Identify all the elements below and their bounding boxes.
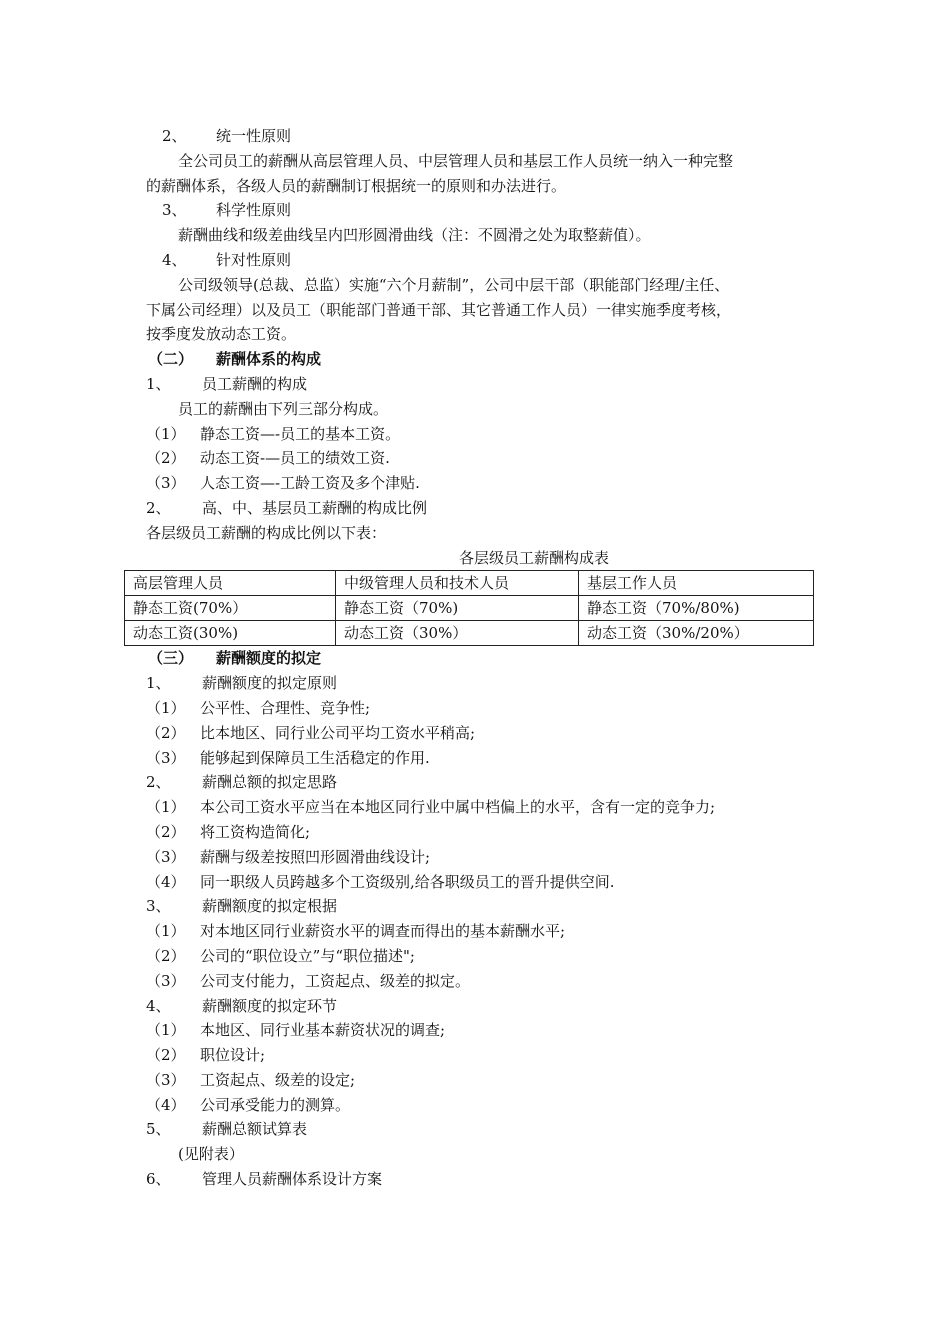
paragraph-continuation: 的薪酬体系，各级人员的薪酬制订根据统一的原则和办法进行。	[146, 176, 567, 195]
item-number: （3）	[146, 748, 186, 767]
item-text: 公司的“职位设立”与“职位描述";	[200, 946, 415, 965]
list-item	[146, 248, 826, 273]
item-text: 高、中、基层员工薪酬的构成比例	[202, 498, 428, 517]
list-item	[146, 1117, 826, 1142]
document-body	[133, 124, 826, 1192]
list-item	[146, 496, 826, 521]
list-item	[146, 1093, 826, 1118]
list-item	[146, 372, 826, 397]
item-number: （2）	[146, 723, 186, 742]
item-text: 静态工资—-员工的基本工资。	[200, 424, 401, 443]
table-cell: 动态工资（30%/20%）	[579, 621, 814, 646]
item-number: 4、	[146, 996, 171, 1015]
item-number: 2、	[162, 127, 187, 145]
item-number: （1）	[146, 922, 186, 941]
list-item	[146, 446, 826, 471]
item-number: （2）	[146, 1046, 186, 1065]
table-row	[125, 596, 814, 621]
table-cell: 动态工资(30%)	[125, 621, 336, 646]
table-cell: 动态工资（30%）	[336, 621, 579, 646]
item-number: （3）	[146, 1070, 186, 1089]
paragraph: 全公司员工的薪酬从高层管理人员、中层管理人员和基层工作人员统一纳入一种完整	[178, 151, 734, 170]
item-number: （4）	[146, 1095, 186, 1114]
item-text: 统一性原则	[216, 127, 292, 145]
item-text: 公司承受能力的测算。	[200, 1095, 351, 1114]
list-item	[146, 994, 826, 1019]
list-item	[146, 696, 826, 721]
list-item	[146, 944, 826, 969]
item-text: 薪酬额度的拟定原则	[202, 674, 338, 693]
item-number: （二）	[148, 350, 194, 369]
item-text: 薪酬额度的拟定根据	[202, 897, 338, 916]
section-heading	[146, 347, 826, 372]
list-item	[146, 422, 826, 447]
item-number: 3、	[146, 897, 171, 916]
table-cell: 中级管理人员和技术人员	[336, 571, 579, 596]
item-text: 同一职级人员跨越多个工资级别,给各职级员工的晋升提供空间.	[200, 872, 615, 891]
item-text: 比本地区、同行业公司平均工资水平稍高;	[200, 723, 476, 742]
list-item	[146, 198, 826, 223]
item-number: （2）	[146, 449, 186, 468]
table-row	[125, 621, 814, 646]
list-item	[146, 845, 826, 870]
item-text: 薪酬总额的拟定思路	[202, 773, 338, 792]
paragraph: 员工的薪酬由下列三部分构成。	[178, 399, 389, 418]
item-number: （1）	[146, 698, 186, 717]
paragraph: 公司级领导(总裁、总监）实施“六个月薪制”，公司中层干部（职能部门经理/主任、	[178, 275, 730, 294]
item-text: 公司支付能力，工资起点、级差的拟定。	[200, 971, 471, 990]
list-item	[146, 124, 826, 149]
item-text: 薪酬额度的拟定	[216, 649, 322, 668]
item-text: 公平性、合理性、竞争性;	[200, 698, 371, 717]
section-heading	[146, 646, 826, 671]
list-item	[146, 919, 826, 944]
item-text: 薪酬总额试算表	[202, 1120, 308, 1139]
list-item	[146, 1018, 826, 1043]
item-text: 薪酬与级差按照凹形圆滑曲线设计;	[200, 847, 431, 866]
item-text: 能够起到保障员工生活稳定的作用.	[200, 748, 430, 767]
item-number: 5、	[146, 1120, 171, 1139]
item-text: 职位设计;	[200, 1046, 266, 1065]
item-number: 2、	[146, 498, 171, 517]
paragraph: (见附表）	[178, 1145, 244, 1164]
paragraph: 薪酬曲线和级差曲线呈内凹形圆滑曲线（注：不圆滑之处为取整薪值）。	[178, 226, 651, 245]
item-text: 对本地区同行业薪资水平的调查而得出的基本薪酬水平;	[200, 922, 566, 941]
item-number: （1）	[146, 798, 186, 817]
item-number: （2）	[146, 946, 186, 965]
list-item	[146, 471, 826, 496]
item-text: 管理人员薪酬体系设计方案	[202, 1170, 383, 1189]
list-item	[146, 746, 826, 771]
salary-structure-table	[124, 570, 814, 646]
item-number: （1）	[146, 1021, 186, 1040]
item-text: 员工薪酬的构成	[202, 374, 308, 393]
table-cell: 静态工资（70%)	[336, 596, 579, 621]
table-cell: 基层工作人员	[579, 571, 814, 596]
list-item	[146, 870, 826, 895]
item-number: （三）	[148, 649, 194, 668]
list-item	[146, 969, 826, 994]
paragraph-continuation: 按季度发放动态工资。	[146, 325, 297, 344]
item-number: （3）	[146, 971, 186, 990]
list-item	[146, 894, 826, 919]
item-number: 2、	[146, 773, 171, 792]
item-number: （2）	[146, 822, 186, 841]
list-item	[146, 770, 826, 795]
table-cell: 静态工资（70%/80%)	[579, 596, 814, 621]
item-text: 薪酬额度的拟定环节	[202, 996, 338, 1015]
list-item	[146, 795, 826, 820]
list-item	[146, 1043, 826, 1068]
item-number: （4）	[146, 872, 186, 891]
table-cell: 静态工资(70%）	[125, 596, 336, 621]
list-item	[146, 1068, 826, 1093]
list-item	[146, 671, 826, 696]
item-number: 4、	[162, 250, 187, 269]
item-text: 薪酬体系的构成	[216, 350, 322, 369]
item-text: 本公司工资水平应当在本地区同行业中属中档偏上的水平，含有一定的竞争力;	[200, 798, 716, 817]
table-header-row	[125, 571, 814, 596]
paragraph-continuation: 各层级员工薪酬的构成比例以下表：	[146, 523, 387, 542]
table-cell: 高层管理人员	[125, 571, 336, 596]
item-number: 6、	[146, 1170, 171, 1189]
item-text: 本地区、同行业基本薪资状况的调查;	[200, 1021, 446, 1040]
item-number: 1、	[146, 374, 171, 393]
table-caption: 各层级员工薪酬构成表	[458, 548, 609, 567]
paragraph-continuation: 下属公司经理）以及员工（职能部门普通干部、其它普通工作人员）一律实施季度考核，	[146, 300, 732, 319]
item-text: 针对性原则	[216, 250, 292, 269]
item-text: 将工资构造简化;	[200, 822, 311, 841]
list-item	[146, 1167, 826, 1192]
item-number: （3）	[146, 474, 186, 493]
item-text: 人态工资—-工龄工资及多个津贴.	[200, 474, 420, 493]
item-number: （3）	[146, 847, 186, 866]
item-number: 1、	[146, 674, 171, 693]
list-item	[146, 721, 826, 746]
item-text: 科学性原则	[216, 201, 292, 220]
item-number: （1）	[146, 424, 186, 443]
list-item	[146, 820, 826, 845]
item-text: 工资起点、级差的设定;	[200, 1070, 356, 1089]
item-text: 动态工资-—员工的绩效工资.	[200, 449, 390, 468]
item-number: 3、	[162, 201, 187, 220]
